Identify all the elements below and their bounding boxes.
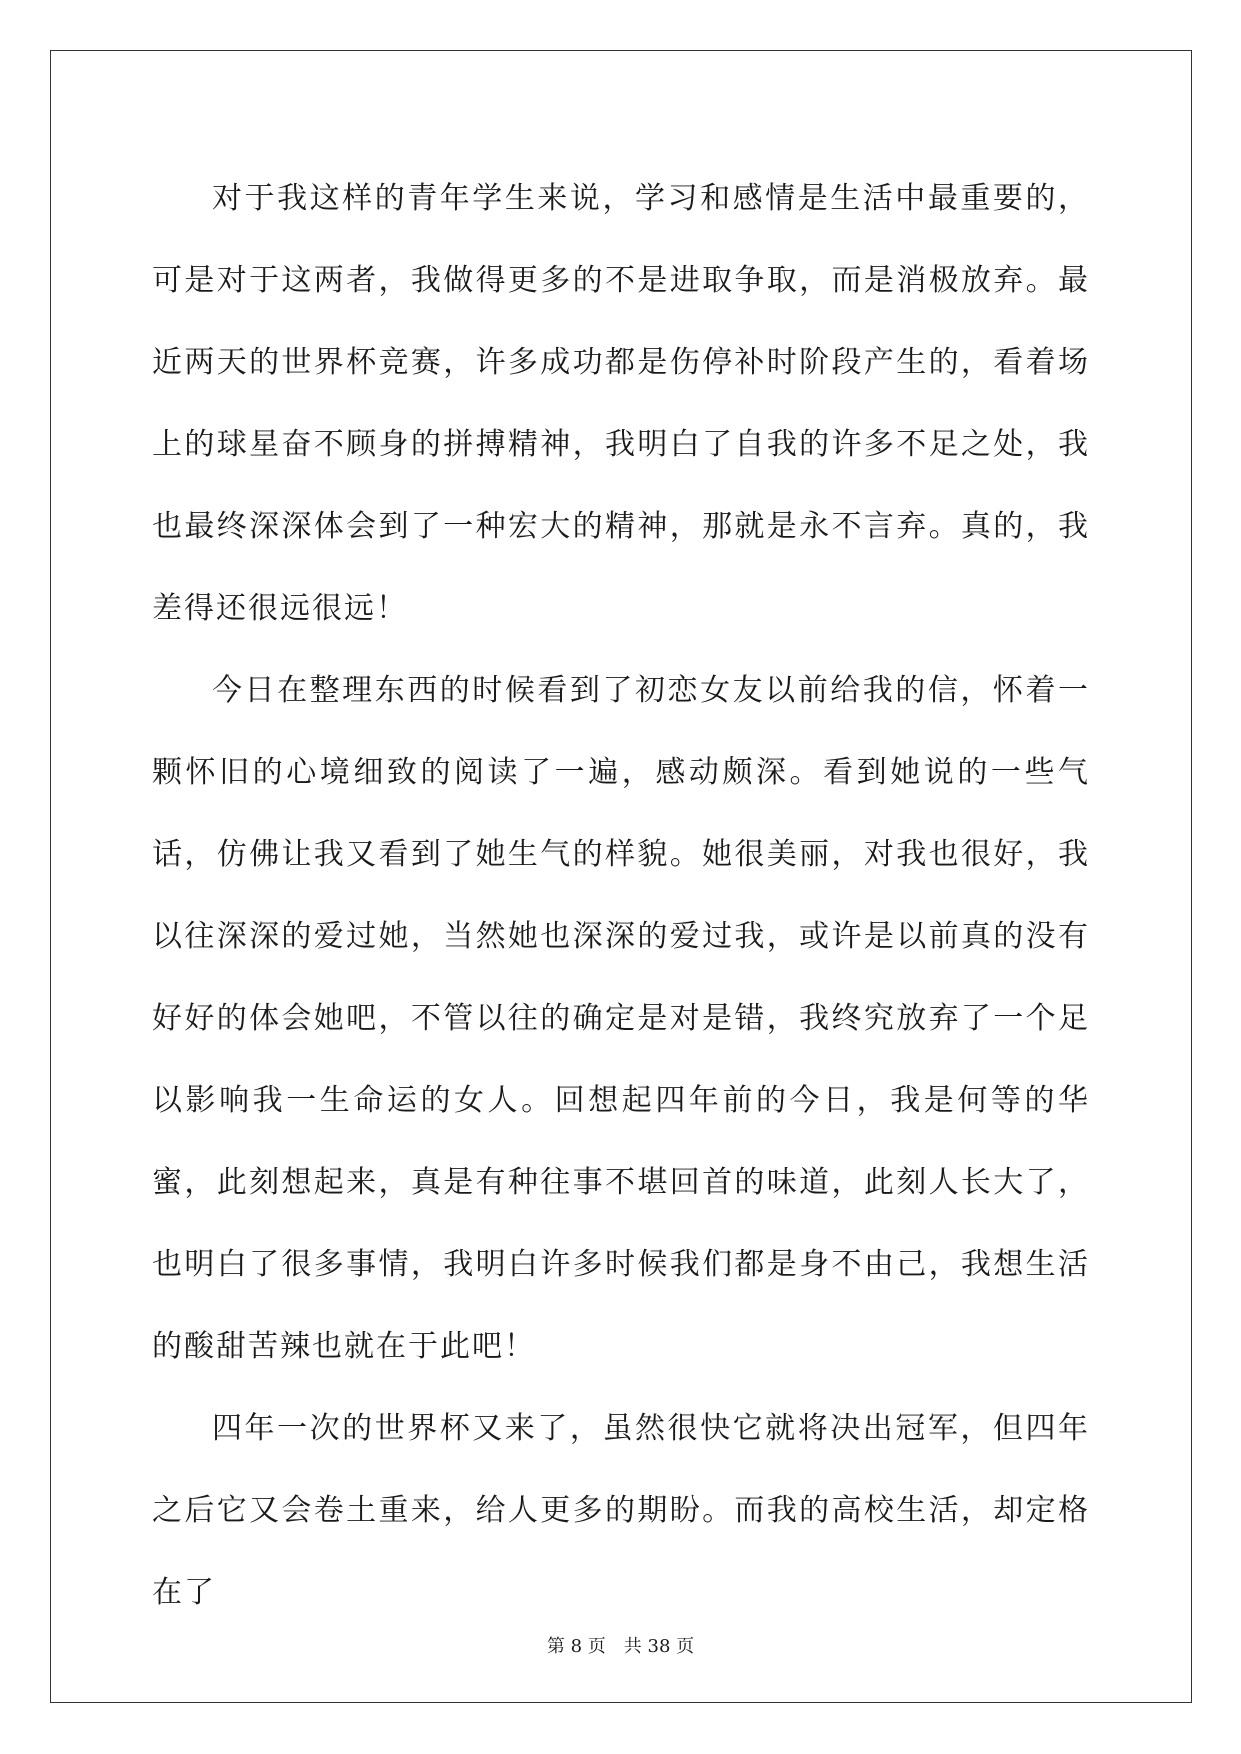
document-body xyxy=(152,158,1090,1634)
paragraph-3: 四年一次的世界杯又来了，虽然很快它就将决出冠军，但四年之后它又会卷土重来，给人更多的期盼。而我的高校生活，却定格在了 xyxy=(152,1411,1090,1610)
paragraph-1: 对于我这样的青年学生来说，学习和感情是生活中最重要的，可是对于这两者，我做得更多的不是进取争取，而是消极放弃。最近两天的世界杯竞赛，许多成功都是伤停补时阶段产生的，看着场上的球星奋不顾身的拼搏精神，我明白了自我的许多不足之处，我也最终深深体会到了一种宏大的精神，那就是永不言弃。真的，我差得还很远很远！ xyxy=(152,181,1090,626)
paragraph-2: 今日在整理东西的时候看到了初恋女友以前给我的信，怀着一颗怀旧的心境细致的阅读了一遍，感动颇深。看到她说的一些气话，仿佛让我又看到了她生气的样貌。她很美丽，对我也很好，我以往深深的爱过她，当然她也深深的爱过我，或许是以前真的没有好好的体会她吧，不管以往的确定是对是错，我终究放弃了一个足以影响我一生命运的女人。回想起四年前的今日，我是何等的华蜜，此刻想起来，真是有种往事不堪回首的味道，此刻人长大了，也明白了很多事情，我明白许多时候我们都是身不由己，我想生活的酸甜苦辣也就在于此吧！ xyxy=(152,673,1090,1364)
page-number-footer: 第 8 页 共 38 页 xyxy=(546,1636,695,1657)
